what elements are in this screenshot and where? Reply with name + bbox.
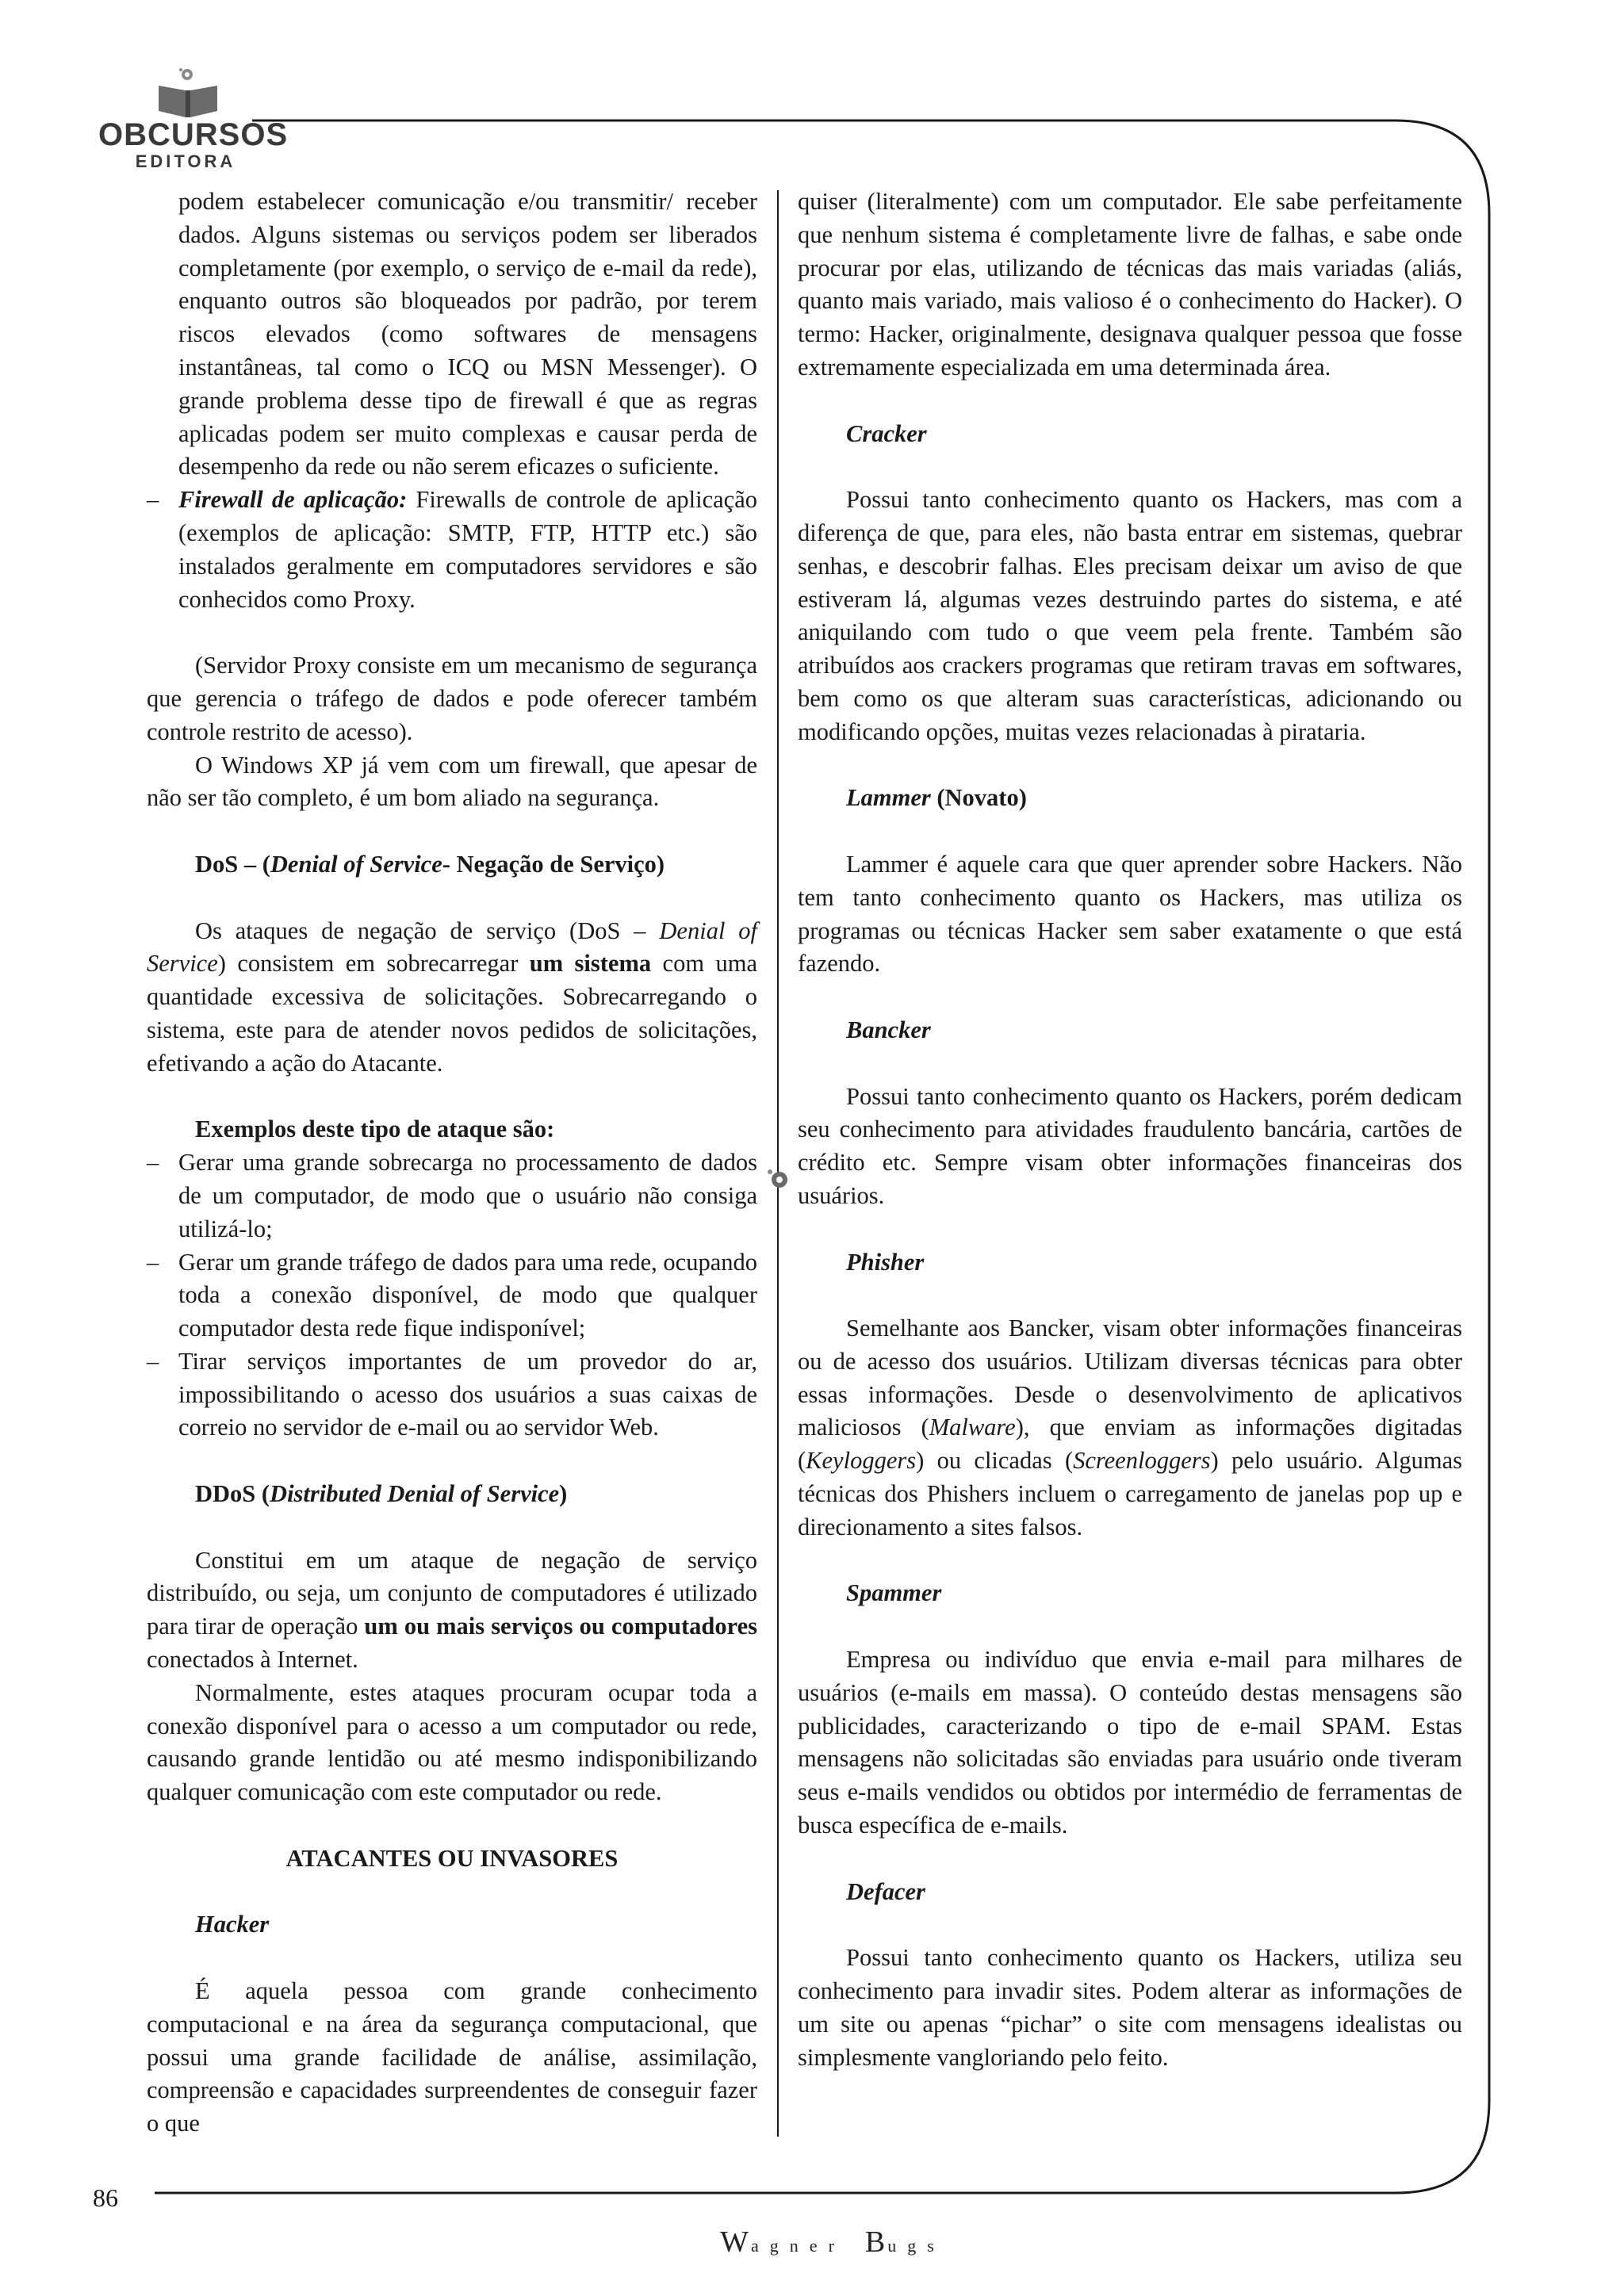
publisher-logo (98, 67, 289, 171)
book-logo-icon (152, 67, 224, 119)
spammer-paragraph: Empresa ou indivíduo que envia e-mail para milhares de usuários (e-mails em massa). O conteúdo destas mensagens são publicidades, caracterizando o tipo de e-mail SPAM. Estas mensagens não solicitadas são enviadas para usuário onde tiveram seus e-mails vendidos ou obtidos por intermédio de ferramentas de busca específica de e-mails. (798, 1646, 1462, 1839)
bancker-heading: Bancker (846, 1016, 931, 1043)
cracker-paragraph: Possui tanto conhecimento quanto os Hackers, mas com a diferença de que, para eles, não basta entrar em sistemas, quebrar senhas, e descobrir falhas. Eles precisam deixar um aviso de que estiveram lá, algumas vezes destruindo partes do sistema, e até aniquilando com tudo o que veem pela frente. Também são atribuídos aos crackers programas que retiram travas em softwares, bem como os que alteram suas características, adicionando ou modificando opções, muitas vezes relacionadas à pirataria. (798, 486, 1462, 745)
hacker-paragraph: É aquela pessoa com grande conhecimento computacional e na área da segurança computacional, que possui uma grande facilidade de análise, assimilação, compreensão e capacidades surpreendentes de conseguir fazer o que (147, 1977, 757, 2137)
ddos-paragraph-2: Normalmente, estes ataques procuram ocupar toda a conexão disponível para o acesso a um computador ou rede, causando grande lentidão ou até mesmo indisponibilizando qualquer comunicação com este computador ou rede. (147, 1678, 757, 1806)
lammer-heading: Lammer (Novato) (846, 784, 1027, 812)
hacker-heading: Hacker (195, 1911, 270, 1938)
list-item: – Tirar serviços importantes de um provedor do ar, impossibilitando o acesso dos usuários a suas caixas de correio no servidor de e-mail ou ao servidor Web. (147, 1347, 757, 1441)
firewall-paragraph-continued: podem estabelecer comunicação e/ou transmitir/ receber dados. Alguns sistemas ou serviços podem ser liberados completamente (por exemplo, o serviço de e-mail da rede), enquanto outros são bloqueados por padrão, por terem riscos elevados (como softwares de mensagens instantâneas, tal como o ICQ ou MSN Messenger). O grande problema desse tipo de firewall é que as regras aplicadas podem ser muito complexas e causar perda de desempenho da rede ou não serem eficazes o suficiente. (178, 188, 757, 480)
ddos-paragraph: Constitui em um ataque de negação de serviço distribuído, ou seja, um conjunto de computadores é utilizado para tirar de operação um ou mais serviços ou computadores conectados à Internet. (147, 1546, 757, 1674)
lammer-paragraph: Lammer é aquele cara que quer aprender sobre Hackers. Não tem tanto conhecimento quanto os Hackers, mas utiliza os programas ou técnicas Hacker sem saber exatamente o que está fazendo. (798, 850, 1462, 978)
ddos-heading: DDoS (Distributed Denial of Service) (195, 1480, 568, 1508)
firewall-application-text: Firewalls de controle de aplicação (exemplos de aplicação: SMTP, FTP, HTTP etc.) são instalados geralmente em computadores servidores e são conhecidos como Proxy. (178, 486, 757, 613)
list-item: – Gerar uma grande sobrecarga no processamento de dados de um computador, de modo que o usuário não consiga utilizá-lo; (147, 1149, 757, 1242)
proxy-note: (Servidor Proxy consiste em um mecanismo de segurança que gerencia o tráfego de dados e pode oferecer também controle restrito de acesso). (147, 652, 757, 745)
spammer-heading: Spammer (846, 1579, 942, 1607)
section-title: ATACANTES OU INVASORES (285, 1844, 619, 1872)
center-ornament-icon (768, 1169, 787, 1188)
right-column (798, 186, 1462, 2074)
bancker-paragraph: Possui tanto conhecimento quanto os Hackers, porém dedicam seu conhecimento para atividades fraudulento bancária, cartões de crédito etc. Sempre visam obter informações financeiras dos usuários. (798, 1082, 1462, 1209)
dos-heading: DoS – (Denial of Service- Negação de Serviço) (195, 850, 665, 878)
list-dash: – (147, 486, 159, 514)
logo-subtitle: EDITORA (135, 151, 236, 171)
windows-xp-paragraph: O Windows XP já vem com um firewall, que apesar de não ser tão completo, é um bom aliado na segurança. (147, 751, 757, 812)
left-column (147, 186, 757, 2141)
list-item-firewall-application (147, 484, 757, 616)
hacker-paragraph-continued: quiser (literalmente) com um computador. Ele sabe perfeitamente que nenhum sistema é completamente livre de falhas, e sabe onde procurar por elas, utilizando de técnicas das mais variadas (aliás, quanto mais variado, mais valioso é o conhecimento do Hacker). O termo: Hacker, originalmente, designava qualquer pessoa que fosse extremamente especializada em uma determinada área. (798, 188, 1462, 381)
term-firewall-application: Firewall de aplicação: (178, 486, 408, 514)
phisher-paragraph: Semelhante aos Bancker, visam obter informações financeiras ou de acesso dos usuários. Utilizam diversas técnicas para obter essas informações. Desde o desenvolvimento de aplicativos maliciosos (Malware), que enviam as informações digitadas (Keyloggers) ou clicadas (Screenloggers) pelo usuário. Algumas técnicas dos Phishers incluem o carregamento de janelas pop up e direcionamento a sites falsos. (798, 1314, 1463, 1540)
cracker-heading: Cracker (846, 419, 927, 447)
examples-heading: Exemplos deste tipo de ataque são: (195, 1115, 555, 1143)
logo-name: OBCURSOS (98, 117, 289, 152)
phisher-heading: Phisher (846, 1248, 925, 1276)
author-name: Wagner Bugs (720, 2225, 945, 2259)
defacer-heading: Defacer (846, 1877, 925, 1905)
page-number: 86 (93, 2183, 118, 2212)
dos-paragraph: Os ataques de negação de serviço (DoS – Denial of Service) consistem em sobrecarregar um sistema com uma quantidade excessiva de solicitações. Sobrecarregando o sistema, este para de atender novos pedidos de solicitações, efetivando a ação do Atacante. (147, 916, 757, 1077)
defacer-paragraph: Possui tanto conhecimento quanto os Hackers, utiliza seu conhecimento para invadir sites. Podem alterar as informações de um site ou apenas “pichar” o site com mensagens idealistas ou simplesmente vangloriando pelo feito. (798, 1944, 1462, 2071)
list-item: – Gerar um grande tráfego de dados para uma rede, ocupando toda a conexão disponível, de modo que qualquer computador desta rede fique indisponível; (147, 1248, 757, 1342)
